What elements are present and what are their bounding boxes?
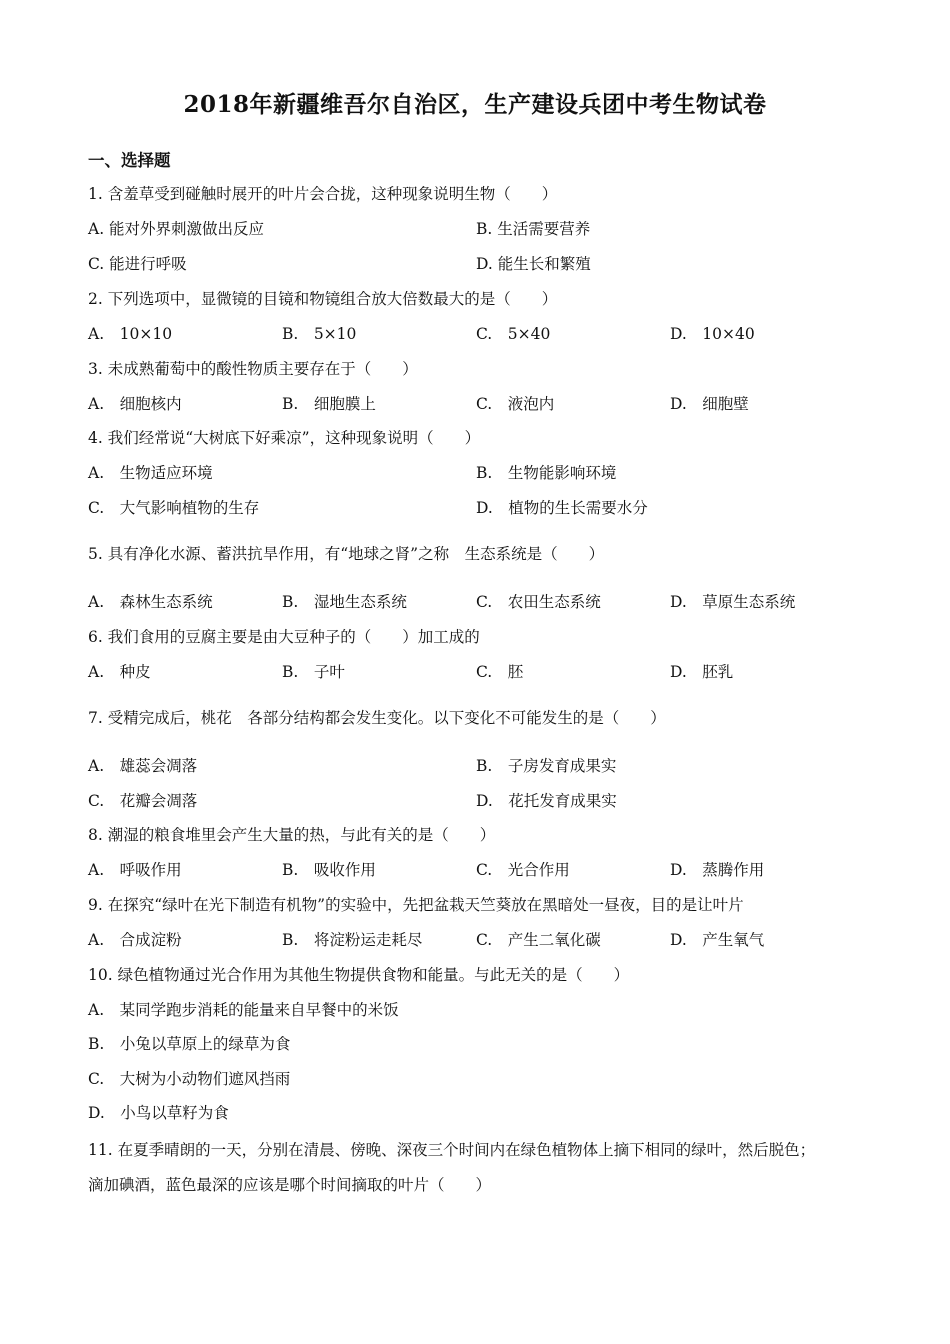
- question-9-option-b[interactable]: B. 将淀粉运走耗尽: [282, 931, 423, 949]
- question-2-option-a[interactable]: A. 10×10: [88, 325, 173, 343]
- question-10-option-b[interactable]: B. 小兔以草原上的绿草为食: [88, 1035, 291, 1053]
- question-10-stem: 10. 绿色植物通过光合作用为其他生物提供食物和能量。与此无关的是（ ）: [88, 966, 630, 984]
- question-3-option-c[interactable]: C. 液泡内: [476, 395, 555, 413]
- question-1-stem: 1. 含羞草受到碰触时展开的叶片会合拢，这种现象说明生物（ ）: [88, 185, 558, 203]
- question-10-option-a[interactable]: A. 某同学跑步消耗的能量来自早餐中的米饭: [88, 1001, 399, 1019]
- question-1-option-a[interactable]: A. 能对外界刺激做出反应: [88, 220, 265, 238]
- question-8-option-d[interactable]: D. 蒸腾作用: [670, 861, 765, 879]
- question-9-option-c[interactable]: C. 产生二氧化碳: [476, 931, 601, 949]
- question-7-stem: 7. 受精完成后，桃花 各部分结构都会发生变化。以下变化不可能发生的是（ ）: [88, 709, 666, 727]
- question-7-option-b[interactable]: B. 子房发育成果实: [476, 757, 617, 775]
- question-4-option-a[interactable]: A. 生物适应环境: [88, 464, 213, 482]
- question-5-option-b[interactable]: B. 湿地生态系统: [282, 593, 407, 611]
- question-2-option-b[interactable]: B. 5×10: [282, 325, 357, 343]
- question-11-stem-line-2: 滴加碘酒，蓝色最深的应该是哪个时间摘取的叶片（ ）: [88, 1176, 492, 1194]
- question-10-option-c[interactable]: C. 大树为小动物们遮风挡雨: [88, 1070, 291, 1088]
- question-2-option-d[interactable]: D. 10×40: [670, 325, 755, 343]
- question-5-stem: 5. 具有净化水源、蓄洪抗旱作用，有“地球之肾”之称 生态系统是（ ）: [88, 545, 605, 563]
- question-5-option-a[interactable]: A. 森林生态系统: [88, 593, 213, 611]
- question-4-option-d[interactable]: D. 植物的生长需要水分: [476, 499, 648, 517]
- question-1-option-b[interactable]: B. 生活需要营养: [476, 220, 591, 238]
- question-6-option-c[interactable]: C. 胚: [476, 663, 524, 681]
- question-3-option-a[interactable]: A. 细胞核内: [88, 395, 182, 413]
- question-7-option-a[interactable]: A. 雄蕊会凋落: [88, 757, 198, 775]
- section-heading: 一、选择题: [88, 151, 171, 170]
- question-7-option-c[interactable]: C. 花瓣会凋落: [88, 792, 198, 810]
- question-8-option-a[interactable]: A. 呼吸作用: [88, 861, 182, 879]
- question-5-option-c[interactable]: C. 农田生态系统: [476, 593, 601, 611]
- question-3-stem: 3. 未成熟葡萄中的酸性物质主要存在于（ ）: [88, 360, 418, 378]
- question-1-option-d[interactable]: D. 能生长和繁殖: [476, 255, 591, 273]
- question-4-stem: 4. 我们经常说“大树底下好乘凉”，这种现象说明（ ）: [88, 429, 481, 447]
- question-5-option-d[interactable]: D. 草原生态系统: [670, 593, 796, 611]
- question-11-stem: 11. 在夏季晴朗的一天，分别在清晨、傍晚、深夜三个时间内在绿色植物体上摘下相同的绿叶，然后脱色；: [88, 1141, 816, 1159]
- question-4-option-c[interactable]: C. 大气影响植物的生存: [88, 499, 260, 517]
- question-8-stem: 8. 潮湿的粮食堆里会产生大量的热，与此有关的是（ ）: [88, 826, 496, 844]
- question-6-option-a[interactable]: A. 种皮: [88, 663, 151, 681]
- question-7-option-d[interactable]: D. 花托发育成果实: [476, 792, 617, 810]
- question-8-option-c[interactable]: C. 光合作用: [476, 861, 570, 879]
- question-6-stem: 6. 我们食用的豆腐主要是由大豆种子的（ ）加工成的: [88, 628, 480, 646]
- question-9-option-d[interactable]: D. 产生氧气: [670, 931, 765, 949]
- question-9-option-a[interactable]: A. 合成淀粉: [88, 931, 182, 949]
- question-6-option-d[interactable]: D. 胚乳: [670, 663, 734, 681]
- question-3-option-d[interactable]: D. 细胞壁: [670, 395, 749, 413]
- question-6-option-b[interactable]: B. 子叶: [282, 663, 345, 681]
- question-2-option-c[interactable]: C. 5×40: [476, 325, 551, 343]
- question-10-option-d[interactable]: D. 小鸟以草籽为食: [88, 1104, 229, 1122]
- question-4-option-b[interactable]: B. 生物能影响环境: [476, 464, 617, 482]
- question-3-option-b[interactable]: B. 细胞膜上: [282, 395, 376, 413]
- question-9-stem: 9. 在探究“绿叶在光下制造有机物”的实验中，先把盆栽天竺葵放在黑暗处一昼夜，目的是让叶片: [88, 896, 744, 914]
- question-1-option-c[interactable]: C. 能进行呼吸: [88, 255, 187, 273]
- page-title: 2018年新疆维吾尔自治区，生产建设兵团中考生物试卷: [183, 91, 767, 118]
- question-2-stem: 2. 下列选项中，显微镜的目镜和物镜组合放大倍数最大的是（ ）: [88, 290, 558, 308]
- question-8-option-b[interactable]: B. 吸收作用: [282, 861, 376, 879]
